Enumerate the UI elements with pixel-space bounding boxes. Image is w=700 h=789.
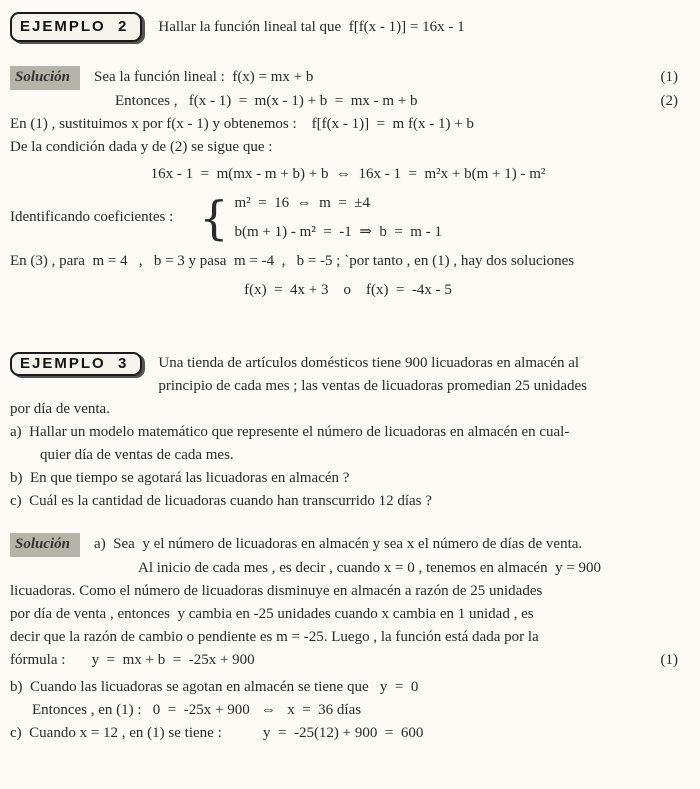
ejemplo-3-statement-line-3: por día de venta.: [10, 401, 110, 417]
solution-3-line-4: por día de venta , entonces y cambia en -25 unidades cuando x cambia en 1 unidad , es: [10, 606, 534, 622]
ejemplo-3-statement-line-2: principio de cada mes ; las ventas de licuadoras promedian 25 unidades: [158, 378, 587, 394]
example-3-header: [10, 352, 686, 398]
example-2-header: [10, 12, 686, 42]
solution-3-line-1: [10, 533, 686, 557]
solution-2-center-equation: 16x - 1 = m(mx - m + b) + b ⇔ 16x - 1 = m²x + b(m + 1) - m²: [150, 166, 546, 182]
solution-2-conclusion: En (3) , para m = 4 , b = 3 y pasa m = -4 , b = -5 ; `por tanto , en (1) , hay dos soluciones: [10, 253, 575, 269]
ejemplo-3-statement-line-1: Una tienda de artículos domésticos tiene 900 licuadoras en almacén al: [158, 355, 580, 371]
identifying-coefficients-label: Identificando coeficientes :: [10, 209, 174, 225]
solucion-badge-example2: Solución: [10, 66, 80, 90]
item-a-line-1: a) Hallar un modelo matemático que represente el número de licuadoras en almacén en cual-: [10, 424, 570, 440]
example-2-section: [10, 12, 686, 302]
solution-2-line-1-text: Sea la función lineal : f(x) = mx + b: [94, 69, 314, 85]
solution-2-line-4: De la condición dada y de (2) se sigue que :: [10, 139, 273, 155]
equation-number-1: (1): [660, 69, 678, 85]
case-equation-1: m² = 16 ⇔ m = ±4: [234, 195, 371, 211]
equation-number-3: (1): [660, 652, 678, 668]
equation-number-2: (2): [660, 93, 678, 109]
solution-3-line-3: licuadoras. Como el número de licuadoras disminuye en almacén a razón de 25 unidades: [10, 583, 543, 599]
solucion-badge-example3: Solución: [10, 533, 80, 557]
ejemplo-3-statement-block: [158, 352, 587, 398]
solution-3-line-1-text: a) Sea y el número de licuadoras en almacén y sea x el número de días de venta.: [94, 536, 583, 552]
cases-brace-glyph: {: [199, 190, 229, 245]
solution-3-formula-line: [10, 649, 686, 672]
solution-2-line-3: En (1) , sustituimos x por f(x - 1) y obtenemos : f[f(x - 1)] = m f(x - 1) + b: [10, 116, 474, 132]
item-b: b) En que tiempo se agotará las licuadoras en almacén ?: [10, 470, 350, 486]
case-equation-2: b(m + 1) - m² = -1 ⇒ b = m - 1: [234, 224, 442, 240]
item-a-line-2: quier día de ventas de cada mes.: [40, 447, 234, 463]
identifying-coefficients-row: [10, 191, 686, 244]
solution-3-item-c-line: c) Cuando x = 12 , en (1) se tiene : y = -25(12) + 900 = 600: [10, 725, 424, 741]
solution-2-line-2-text: Entonces , f(x - 1) = m(x - 1) + b = mx - m + b: [115, 93, 418, 109]
solution-3-line-5: decir que la razón de cambio o pendiente es m = -25. Luego , la función está dada por la: [10, 629, 539, 645]
solution-3-formula-text: fórmula : y = mx + b = -25x + 900: [10, 652, 255, 668]
ejemplo-2-badge: EJEMPLO 2: [10, 12, 142, 42]
solution-2-line-1: [10, 66, 686, 90]
ejemplo-2-statement: Hallar la función lineal tal que f[f(x - 1)] = 16x - 1: [158, 19, 465, 35]
cases-block: [235, 191, 442, 244]
solution-3-item-b-line-1: b) Cuando las licuadoras se agotan en almacén se tiene que y = 0: [10, 679, 419, 695]
item-c: c) Cuál es la cantidad de licuadoras cuando han transcurrido 12 días ?: [10, 493, 432, 509]
solution-2-result: f(x) = 4x + 3 o f(x) = -4x - 5: [244, 282, 452, 298]
solution-3-item-b-line-2: Entonces , en (1) : 0 = -25x + 900 ⇔ x = 36 días: [32, 702, 362, 718]
solution-3-block: [10, 533, 686, 745]
example-3-section: [10, 352, 686, 745]
solution-2-line-2: [10, 90, 686, 113]
solution-3-line-2: Al inicio de cada mes , es decir , cuando x = 0 , tenemos en almacén y = 900: [138, 560, 602, 576]
ejemplo-3-badge: EJEMPLO 3: [10, 352, 142, 376]
